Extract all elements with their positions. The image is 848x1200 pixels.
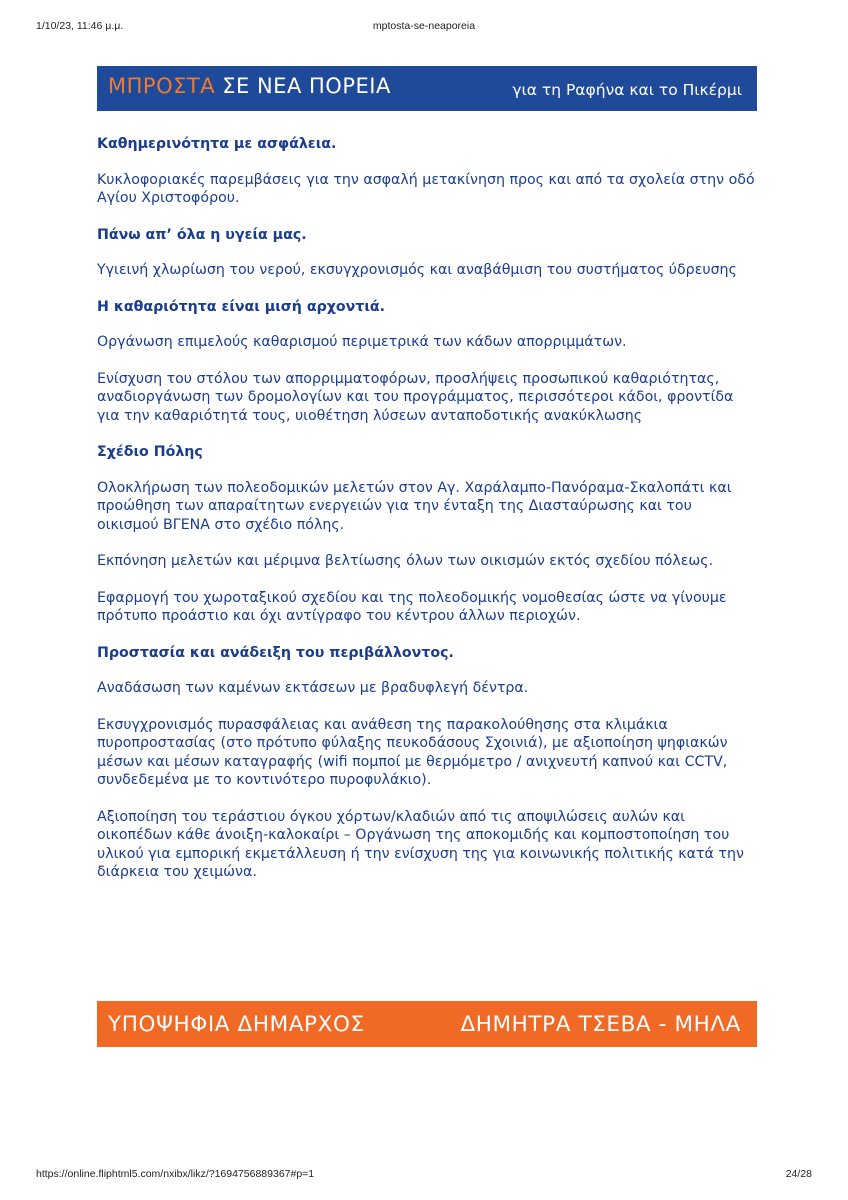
print-url: https://online.fliphtml5.com/nxibx/likz/?1694756889367#p=1 (36, 1168, 315, 1180)
section-paragraph: Εφαρμογή του χωροταξικού σχεδίου και της πολεοδομικής νομοθεσίας ώστε να γίνουμε πρότυπο προάστιο και όχι αντίγραφο του κέντρου άλλων περιοχών. (97, 589, 727, 624)
section-heading: Προστασία και ανάδειξη του περιβάλλοντος. (97, 644, 454, 661)
program-content (97, 135, 757, 900)
section-paragraph: Υγιεινή χλωρίωση του νερού, εκσυγχρονισμός και αναβάθμιση του συστήματος ύδρευσης (97, 262, 737, 278)
campaign-title-rest: ΣΕ ΝΕΑ ΠΟΡΕΙΑ (222, 74, 391, 98)
section-paragraph: Κυκλοφοριακές παρεμβάσεις για την ασφαλή μετακίνηση προς και από τα σχολεία στην οδό Αγίου Χριστοφόρου. (97, 171, 755, 206)
section-heading: Πάνω απ’ όλα η υγεία μας. (97, 226, 307, 243)
section-heading: Η καθαριότητα είναι μισή αρχοντιά. (97, 298, 386, 315)
campaign-title-accent: ΜΠΡΟΣΤΑ (108, 74, 216, 98)
candidate-name: ΔΗΜΗΤΡΑ ΤΣΕΒΑ - ΜΗΛΑ (460, 1012, 741, 1037)
campaign-title (108, 74, 391, 98)
section-paragraph: Οργάνωση επιμελούς καθαρισμού περιμετρικά των κάδων απορριμμάτων. (97, 334, 627, 350)
candidate-role: ΥΠΟΨΗΦΙΑ ΔΗΜΑΡΧΟΣ (108, 1012, 365, 1037)
section-paragraph: Ολοκλήρωση των πολεοδομικών μελετών στον Αγ. Χαράλαμπο-Πανόραμα-Σκαλοπάτι και προώθηση των απαραίτητων ενεργειών για την ένταξη της Διασταύρωσης και του οικισμού ΒΓΕΝΑ στο σχέδιο πόλης. (97, 479, 732, 533)
section-paragraph: Εκσυγχρονισμός πυρασφάλειας και ανάθεση της παρακολούθησης στα κλιμάκια πυροπροστασίας (στο πρότυπο φύλαξης πευκοδάσους Σχοινιά), με αξιοποίηση ψηφιακών μέσων και μέσων καταγραφής (wifi πομποί με θερμόμετρο / ανιχνευτή καπνού και CCTV, συνδεδεμένα με το κοντινότερο πυροφυλάκιο). (97, 716, 728, 788)
section-paragraph: Ενίσχυση του στόλου των απορριμματοφόρων, προσλήψεις προσωπικού καθαριότητας, αναδιοργάνωση των δρομολογίων και του προγράμματος, περισσότεροι κάδοι, φροντίδα για την καθαριότητά τους, υιοθέτηση λύσεων ανταποδοτικής ανακύκλωσης (97, 370, 734, 424)
print-timestamp: 1/10/23, 11:46 μ.μ. (36, 20, 124, 32)
print-title: mptosta-se-neaporeia (372, 20, 476, 32)
section-paragraph: Αξιοποίηση του τεράστιου όγκου χόρτων/κλαδιών από τις αποψιλώσεις αυλών και οικοπέδων κάθε άνοιξη-καλοκαίρι – Οργάνωση της αποκομιδής και κομποστοποίηση του υλικού για εμπορική εκμετάλλευση ή την ενίσχυση της για κοινωνικής πολιτικής κατά την διάρκεια του χειμώνα. (97, 808, 744, 880)
section-heading: Σχέδιο Πόλης (97, 444, 203, 460)
campaign-subtitle: για τη Ραφήνα και το Πικέρμι (512, 81, 742, 99)
top-banner (97, 66, 757, 111)
section-heading: Καθημερινότητα με ασφάλεια. (97, 136, 337, 152)
section-paragraph: Αναδάσωση των καμένων εκτάσεων με βραδυφλεγή δέντρα. (97, 680, 529, 696)
print-header (36, 20, 812, 34)
print-footer (36, 1168, 812, 1182)
page-number: 24/28 (785, 1168, 812, 1180)
candidate-banner (97, 1001, 757, 1047)
section-paragraph: Εκπόνηση μελετών και μέριμνα βελτίωσης όλων των οικισμών εκτός σχεδίου πόλεως. (97, 553, 714, 569)
